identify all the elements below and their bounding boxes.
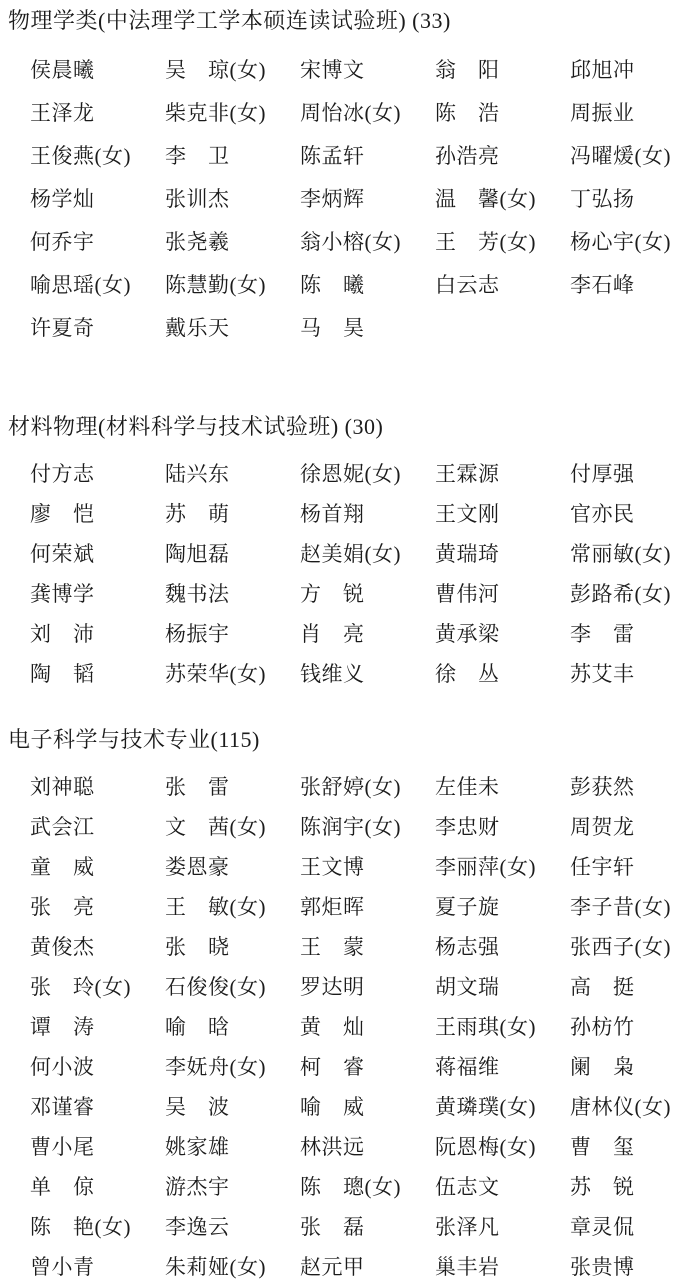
student-name: 丁弘扬: [570, 186, 635, 211]
name-row: [30, 262, 699, 305]
major-section: [0, 8, 699, 348]
student-name: 苏 锐: [570, 1175, 635, 1199]
student-name: 何小波: [30, 1055, 95, 1079]
student-name: 李子昔(女): [570, 895, 671, 919]
student-name: 白云志: [435, 272, 500, 297]
name-row: [30, 47, 699, 90]
student-name: 侯晨曦: [30, 57, 95, 82]
student-name: 游杰宇: [165, 1175, 230, 1199]
student-name: 陈孟轩: [300, 143, 365, 168]
student-name: 李逸云: [165, 1215, 230, 1239]
student-name: 张舒婷(女): [300, 775, 401, 799]
student-name: 章灵侃: [570, 1215, 635, 1239]
section-title: 材料物理(材料科学与技术试验班) (30): [8, 414, 384, 439]
student-name: 喻 晗: [165, 1015, 230, 1039]
student-name: 陈慧勤(女): [165, 272, 266, 297]
student-name: 张训杰: [165, 186, 230, 211]
student-name: 张 雷: [165, 775, 230, 799]
major-section: [0, 414, 699, 693]
student-name: 陈 艳(女): [30, 1215, 131, 1239]
name-row: [30, 846, 699, 886]
name-row: [30, 1086, 699, 1126]
student-name: 曹 玺: [570, 1135, 635, 1159]
student-name: 罗达明: [300, 975, 365, 999]
student-name: 廖 恺: [30, 502, 95, 526]
student-name: 黄 灿: [300, 1015, 365, 1039]
student-name: 张西子(女): [570, 935, 671, 959]
student-name: 王泽龙: [30, 100, 95, 125]
student-name: 李 卫: [165, 143, 230, 168]
student-name: 李妩舟(女): [165, 1055, 266, 1079]
student-name: 许夏奇: [30, 315, 95, 340]
student-name: 刘 沛: [30, 622, 95, 646]
student-name: 王俊燕(女): [30, 143, 131, 168]
student-name: 魏书法: [165, 582, 230, 606]
student-name: 喻思瑶(女): [30, 272, 131, 297]
name-row: [30, 133, 699, 176]
name-row: [30, 1166, 699, 1206]
student-name: 张 晓: [165, 935, 230, 959]
student-name: 柴克非(女): [165, 100, 266, 125]
name-row: [30, 493, 699, 533]
student-name: 杨心宇(女): [570, 229, 671, 254]
student-name: 黄承梁: [435, 622, 500, 646]
student-name: 李石峰: [570, 272, 635, 297]
student-name: 阑 枭: [570, 1055, 635, 1079]
student-name: 单 倞: [30, 1175, 95, 1199]
name-rows: [0, 453, 699, 693]
student-name: 何乔宇: [30, 229, 95, 254]
student-name: 张贵博: [570, 1255, 635, 1279]
student-name: 左佳未: [435, 775, 500, 799]
name-row: [30, 886, 699, 926]
name-row: [30, 1246, 699, 1286]
student-name: 王文刚: [435, 502, 500, 526]
student-name: 吴 波: [165, 1095, 230, 1119]
student-name: 钱维义: [300, 662, 365, 686]
student-name: 吴 琼(女): [165, 57, 266, 82]
student-name: 周振业: [570, 100, 635, 125]
student-name: 李忠财: [435, 815, 500, 839]
student-name: 姚家雄: [165, 1135, 230, 1159]
student-name: 喻 威: [300, 1095, 365, 1119]
student-name: 胡文瑞: [435, 975, 500, 999]
name-row: [30, 653, 699, 693]
student-name: 王霖源: [435, 462, 500, 486]
student-name: 陶 韬: [30, 662, 95, 686]
name-row: [30, 219, 699, 262]
student-name: 陆兴东: [165, 462, 230, 486]
name-row: [30, 453, 699, 493]
student-name: 林洪远: [300, 1135, 365, 1159]
student-name: 温 馨(女): [435, 186, 536, 211]
student-name: 蒋福维: [435, 1055, 500, 1079]
student-name: 苏艾丰: [570, 662, 635, 686]
student-name: 孙枋竹: [570, 1015, 635, 1039]
student-name: 官亦民: [570, 502, 635, 526]
name-row: [30, 966, 699, 1006]
student-name: 徐恩妮(女): [300, 462, 401, 486]
student-name: 张 磊: [300, 1215, 365, 1239]
name-row: [30, 1206, 699, 1246]
student-name: 石俊俊(女): [165, 975, 266, 999]
student-name: 陈 曦: [300, 272, 365, 297]
student-name: 付厚强: [570, 462, 635, 486]
student-name: 张 玲(女): [30, 975, 131, 999]
student-name: 周怡冰(女): [300, 100, 401, 125]
name-row: [30, 766, 699, 806]
student-name: 邓谨睿: [30, 1095, 95, 1119]
student-name: 李 雷: [570, 622, 635, 646]
student-name: 夏子旋: [435, 895, 500, 919]
student-name: 孙浩亮: [435, 143, 500, 168]
section-title: 电子科学与技术专业(115): [8, 727, 260, 752]
student-name: 马 昊: [300, 315, 365, 340]
student-name: 李炳辉: [300, 186, 365, 211]
student-name: 何荣斌: [30, 542, 95, 566]
name-row: [30, 573, 699, 613]
student-name: 童 威: [30, 855, 95, 879]
section-title: 物理学类(中法理学工学本硕连读试验班) (33): [8, 8, 451, 33]
name-row: [30, 1046, 699, 1086]
student-name: 戴乐天: [165, 315, 230, 340]
name-rows: [0, 47, 699, 348]
student-name: 王文博: [300, 855, 365, 879]
name-row: [30, 613, 699, 653]
student-name: 阮恩梅(女): [435, 1135, 536, 1159]
student-name: 杨振宇: [165, 622, 230, 646]
student-name: 苏荣华(女): [165, 662, 266, 686]
student-name: 黄瑞琦: [435, 542, 500, 566]
student-name: 苏 萌: [165, 502, 230, 526]
student-name: 唐林仪(女): [570, 1095, 671, 1119]
student-name: 娄恩豪: [165, 855, 230, 879]
name-row: [30, 90, 699, 133]
student-name: 曾小青: [30, 1255, 95, 1279]
student-name: 翁小榕(女): [300, 229, 401, 254]
student-name: 王 芳(女): [435, 229, 536, 254]
student-name: 黄璘璞(女): [435, 1095, 536, 1119]
student-name: 刘神聪: [30, 775, 95, 799]
student-name: 冯曜煖(女): [570, 143, 671, 168]
student-name: 彭获然: [570, 775, 635, 799]
student-name: 陈 璁(女): [300, 1175, 401, 1199]
student-name: 张 亮: [30, 895, 95, 919]
student-name: 王雨琪(女): [435, 1015, 536, 1039]
student-name: 方 锐: [300, 582, 365, 606]
student-name: 谭 涛: [30, 1015, 95, 1039]
student-name: 文 茜(女): [165, 815, 266, 839]
student-name: 杨学灿: [30, 186, 95, 211]
name-row: [30, 533, 699, 573]
student-name: 柯 睿: [300, 1055, 365, 1079]
student-name: 常丽敏(女): [570, 542, 671, 566]
student-name: 赵美娟(女): [300, 542, 401, 566]
student-name: 赵元甲: [300, 1255, 365, 1279]
student-name: 伍志文: [435, 1175, 500, 1199]
student-name: 彭路希(女): [570, 582, 671, 606]
student-name: 朱莉娅(女): [165, 1255, 266, 1279]
student-name: 张尧羲: [165, 229, 230, 254]
student-name: 周贺龙: [570, 815, 635, 839]
student-name: 宋博文: [300, 57, 365, 82]
student-name: 张泽凡: [435, 1215, 500, 1239]
name-rows: [0, 766, 699, 1286]
student-name: 杨首翔: [300, 502, 365, 526]
student-name: 武会江: [30, 815, 95, 839]
student-name: 陶旭磊: [165, 542, 230, 566]
student-name: 黄俊杰: [30, 935, 95, 959]
name-row: [30, 176, 699, 219]
name-row: [30, 926, 699, 966]
student-name: 郭炬晖: [300, 895, 365, 919]
name-row: [30, 305, 699, 348]
name-row: [30, 1126, 699, 1166]
student-name: 翁 阳: [435, 57, 500, 82]
student-name: 王 敏(女): [165, 895, 266, 919]
major-section: [0, 727, 699, 1286]
student-name: 龚博学: [30, 582, 95, 606]
student-name: 陈润宇(女): [300, 815, 401, 839]
student-name: 王 蒙: [300, 935, 365, 959]
student-name: 李丽萍(女): [435, 855, 536, 879]
student-name: 杨志强: [435, 935, 500, 959]
student-name: 曹伟河: [435, 582, 500, 606]
student-name: 肖 亮: [300, 622, 365, 646]
student-name: 陈 浩: [435, 100, 500, 125]
student-name: 徐 丛: [435, 662, 500, 686]
student-name: 任宇轩: [570, 855, 635, 879]
student-name: 巢丰岩: [435, 1255, 500, 1279]
student-name: 曹小尾: [30, 1135, 95, 1159]
student-name: 邱旭冲: [570, 57, 635, 82]
name-row: [30, 1006, 699, 1046]
student-name: 高 挺: [570, 975, 635, 999]
name-row: [30, 806, 699, 846]
student-name: 付方志: [30, 462, 95, 486]
